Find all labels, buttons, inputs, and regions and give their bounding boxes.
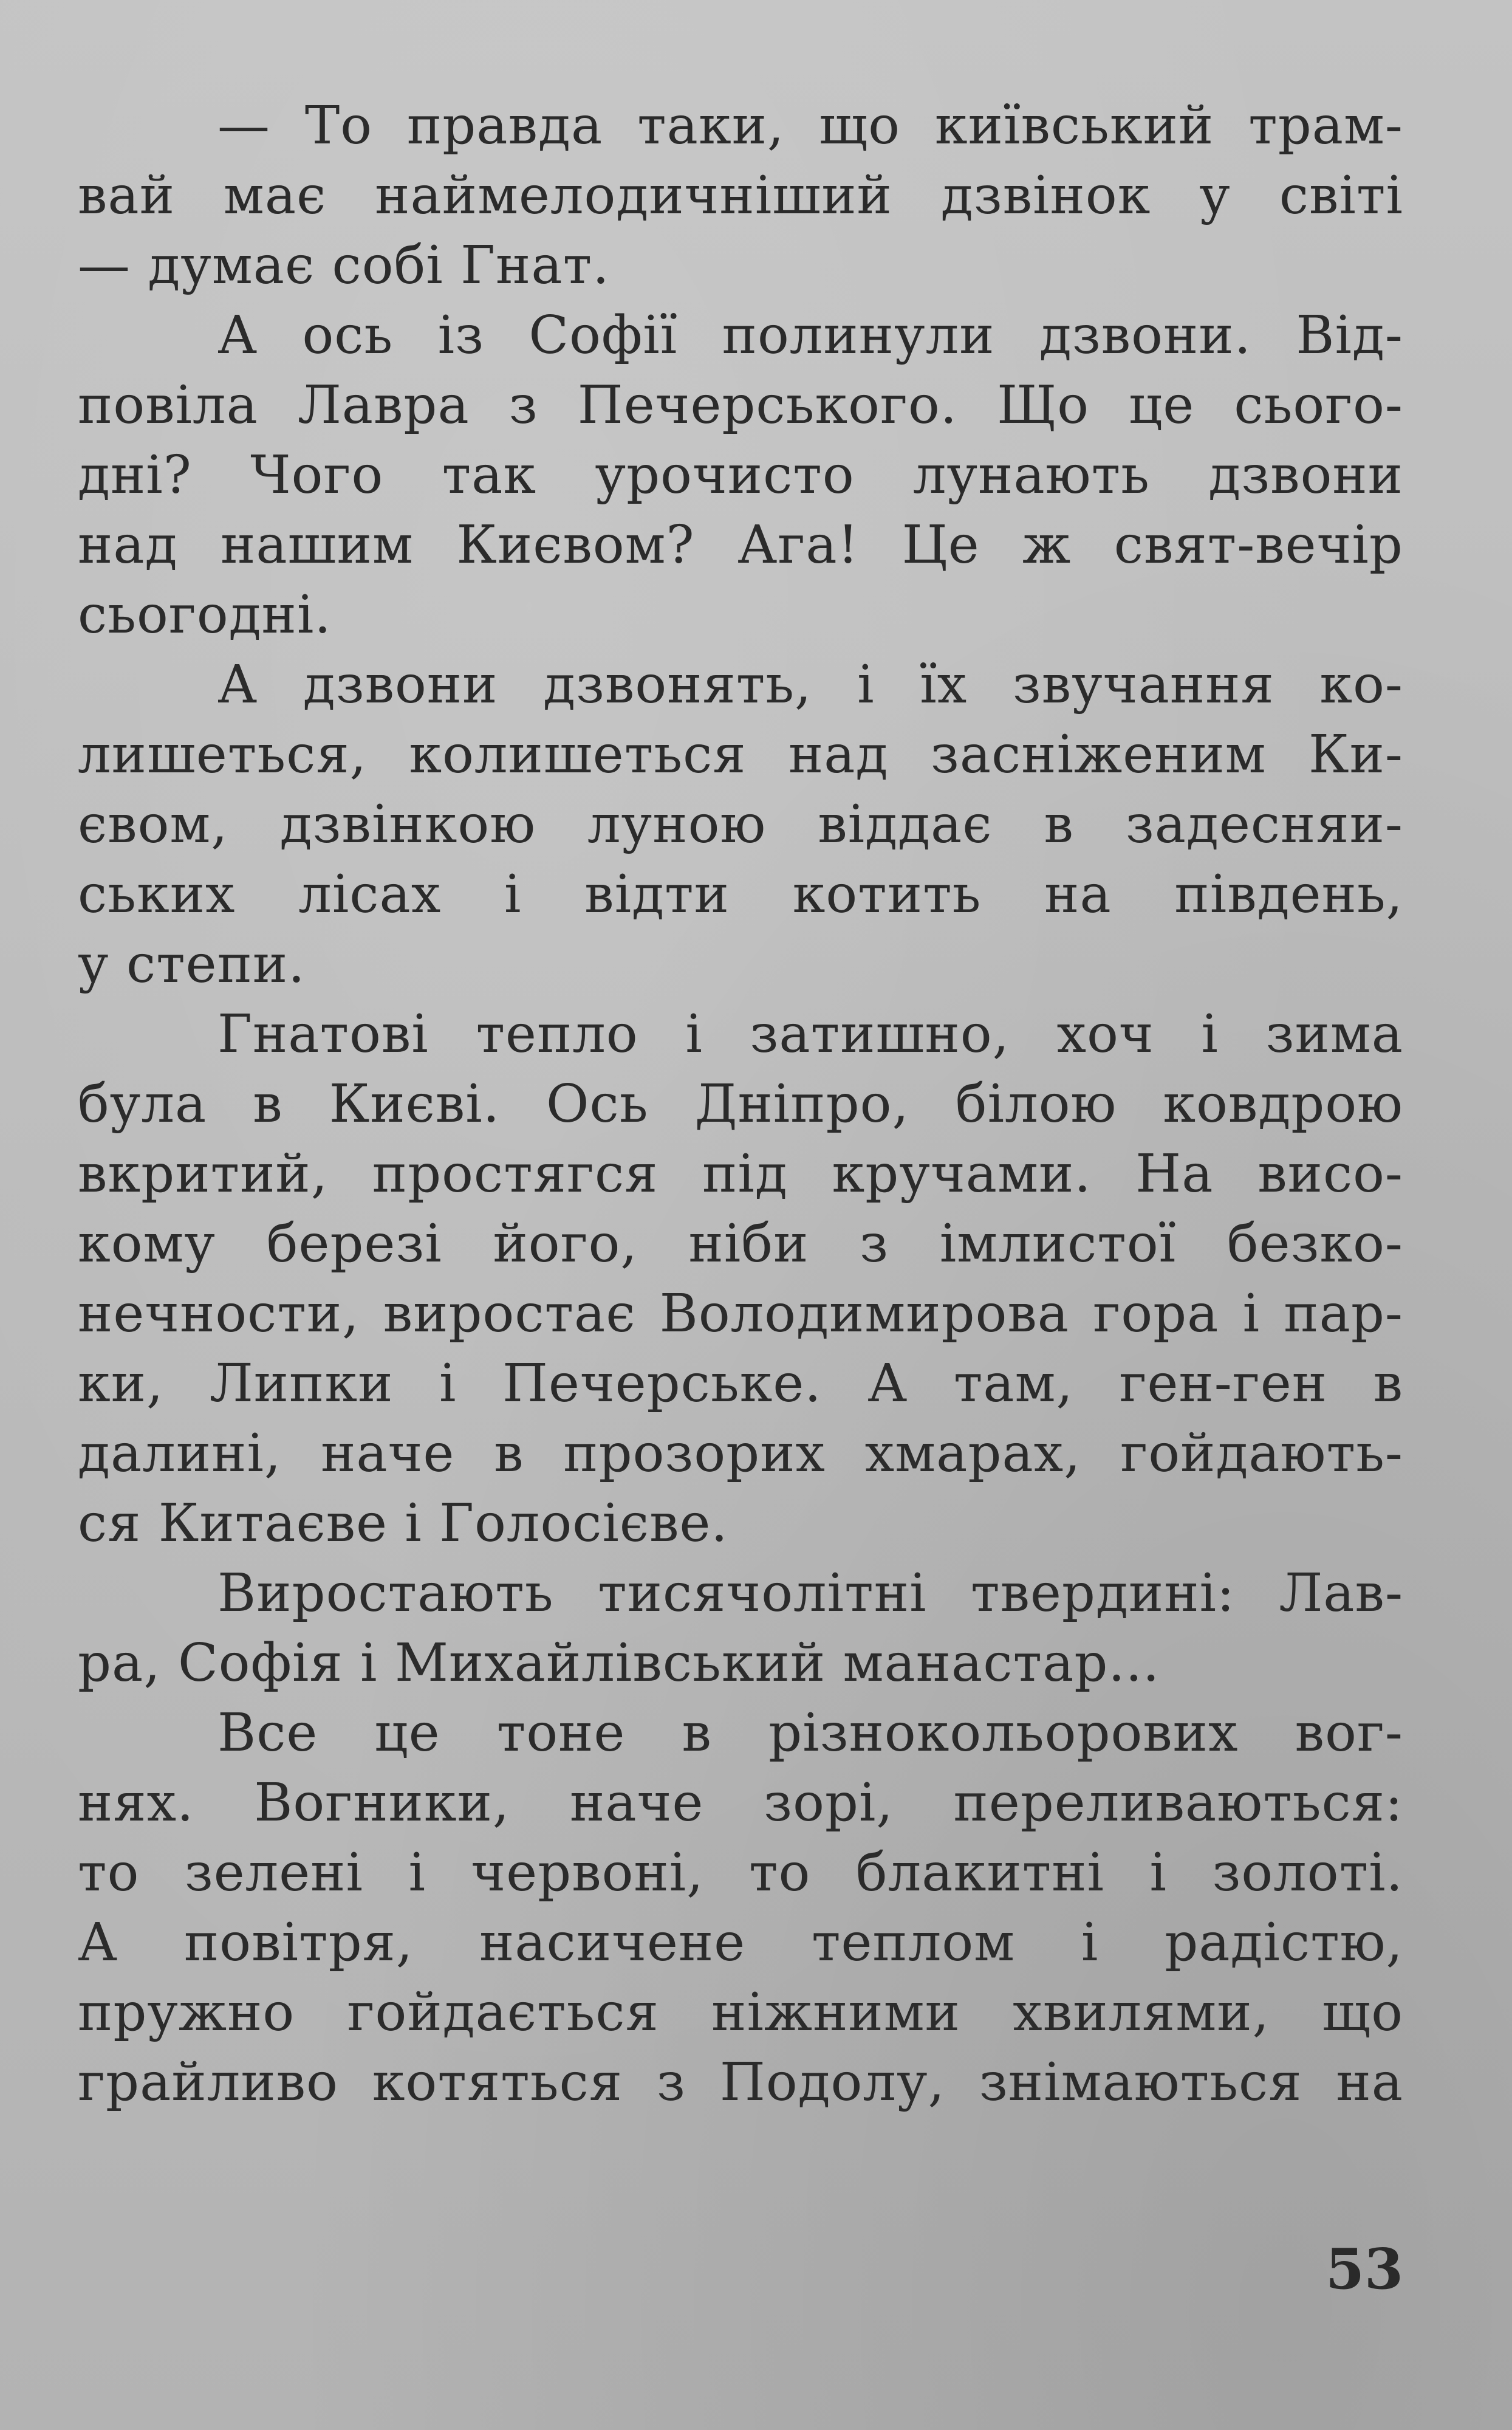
text-line: ки, Липки і Печерське. А там, ген-ген в [78,1353,1403,1414]
text-line: у степи. [78,934,306,995]
text-line: нечности, виростає Володимирова гора і пар- [78,1283,1403,1344]
body-text [78,91,1403,2118]
text-line: — То правда таки, що київський трам- [217,95,1403,156]
text-line: сьогодні. [78,585,332,645]
text-line: ських лісах і відти котить на південь, [78,864,1403,925]
text-line: то зелені і червоні, то блакитні і золоті. [78,1842,1403,1903]
text-line: кому березі його, ніби з імлистої безко- [78,1213,1403,1274]
text-line: нях. Вогники, наче зорі, переливаються: [78,1773,1403,1833]
text-line: Гнатові тепло і затишно, хоч і зима [217,1004,1403,1065]
text-line: ра, Софія і Михайлівський манастар... [78,1633,1160,1694]
text-line: А повітря, насичене теплом і радістю, [78,1912,1403,1973]
text-line: вкритий, простягся під кручами. На висо- [78,1144,1403,1204]
text-line: була в Києві. Ось Дніпро, білою ковдрою [78,1074,1403,1134]
text-line: ся Китаєве і Голосієве. [78,1493,728,1554]
page-number: 53 [1325,2236,1403,2302]
text-line: дні? Чого так урочисто лунають дзвони [78,445,1403,506]
text-line: А дзвони дзвонять, і їх звучання ко- [217,654,1403,715]
text-line: лишеться, колишеться над засніженим Ки- [78,724,1403,785]
text-line: пружно гойдається ніжними хвилями, що [78,1982,1403,2043]
text-line: повіла Лавра з Печерського. Що це сього- [78,375,1403,436]
text-line: грайливо котяться з Подолу, знімаються на [78,2052,1403,2113]
text-line: Все це тоне в різнокольорових вог- [217,1703,1403,1763]
text-line: далині, наче в прозорих хмарах, гойдають- [78,1423,1403,1484]
text-line: євом, дзвінкою луною віддає в задесняи- [78,794,1403,855]
text-line: вай має наймелодичніший дзвінок у світі [78,165,1403,226]
text-line: Виростають тисячолітні твердині: Лав- [217,1563,1403,1624]
text-line: над нашим Києвом? Ага! Це ж свят-вечір [78,515,1403,575]
text-line: А ось із Софії полинули дзвони. Від- [217,305,1403,366]
text-line: — думає собі Гнат. [78,235,610,296]
